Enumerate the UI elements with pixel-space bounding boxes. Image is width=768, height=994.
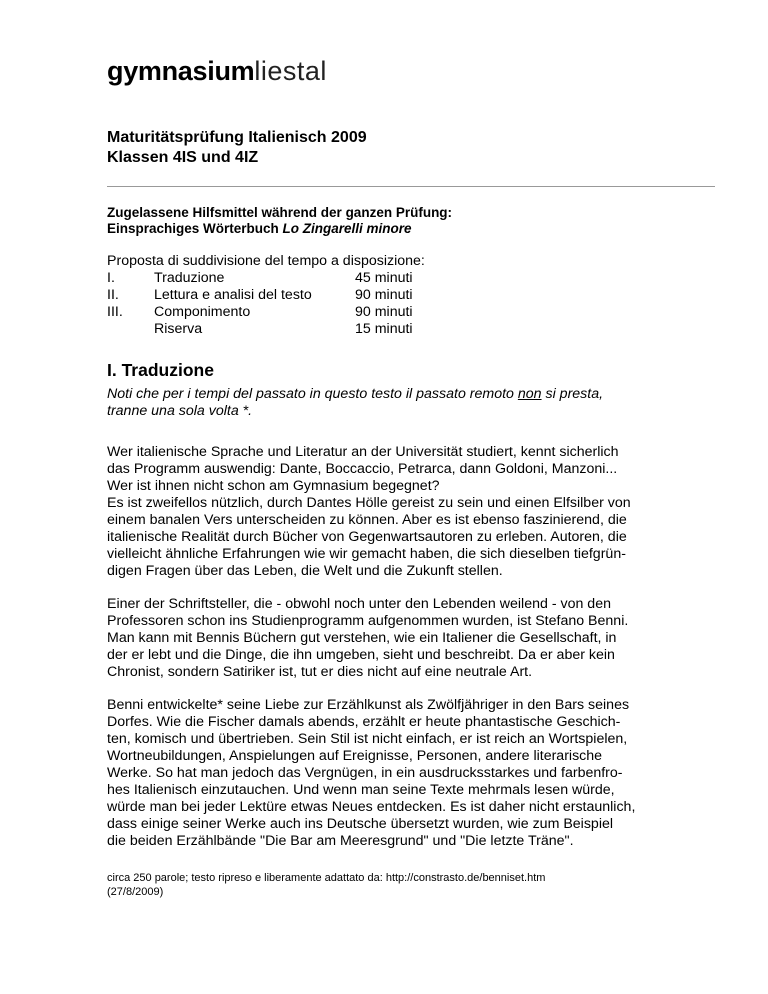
paragraph-line: Man kann mit Bennis Büchern gut verstehen, wie ein Italiener die Gesellschaft, in	[107, 630, 617, 646]
schedule-time: 45 minuti	[355, 270, 413, 286]
paragraph-line: Wortneubildungen, Anspielungen auf Ereignisse, Personen, andere literarische	[107, 748, 603, 764]
schedule-row	[107, 287, 425, 304]
schedule-label: Traduzione	[154, 270, 225, 286]
source-citation	[107, 871, 545, 899]
translation-note-line1	[107, 386, 603, 403]
paragraph-line: Professoren schon ins Studienprogramm aufgenommen wurden, ist Stefano Benni.	[107, 613, 629, 629]
paragraph-line: würde man bei jeder Lektüre etwas Neues entdecken. Es ist daher nicht erstaunlich,	[107, 799, 636, 815]
exam-title-line1: Maturitätsprüfung Italienisch 2009	[107, 129, 367, 146]
schedule-row	[107, 304, 425, 321]
translation-note-line2: tranne una sola volta *.	[107, 403, 253, 419]
source-citation-line2: (27/8/2009)	[107, 886, 164, 898]
schedule-time: 15 minuti	[355, 321, 413, 337]
allowed-aids	[107, 205, 452, 237]
paragraph-3	[107, 697, 635, 850]
paragraph-line: Es ist zweifellos nützlich, durch Dantes Hölle gereist zu sein und einen Elfsilber von	[107, 495, 631, 511]
schedule-number: III.	[107, 304, 123, 320]
schedule-row	[107, 321, 425, 338]
allowed-aids-line2	[107, 221, 452, 237]
exam-title	[107, 128, 367, 168]
schedule-time: 90 minuti	[355, 287, 413, 303]
logo-light-text: liestal	[254, 56, 327, 86]
paragraph-line: Dorfes. Wie die Fischer damals abends, erzählt er heute phantastische Geschich-	[107, 714, 621, 730]
time-schedule	[107, 253, 425, 338]
dictionary-title: Lo Zingarelli minore	[282, 221, 412, 236]
paragraph-line: italienische Realität durch Bücher von Gegenwartsautoren zu erleben. Autoren, die	[107, 529, 627, 545]
paragraph-1	[107, 444, 631, 580]
allowed-aids-prefix: Einsprachiges Wörterbuch	[107, 221, 283, 236]
allowed-aids-line1: Zugelassene Hilfsmittel während der ganzen Prüfung:	[107, 205, 453, 220]
source-citation-line1: circa 250 parole; testo ripreso e liberamente adattato da: http://constrasto.de/benniset.htm	[107, 872, 546, 884]
paragraph-line: digen Fragen über das Leben, die Welt und die Zukunft stellen.	[107, 563, 503, 579]
paragraph-line: ten, komisch und übertrieben. Sein Stil ist nicht einfach, er ist reich an Wortspielen,	[107, 731, 628, 747]
paragraph-2	[107, 596, 628, 681]
paragraph-line: Wer italienische Sprache und Literatur an der Universität studiert, kennt sicherlich	[107, 444, 619, 460]
note-text-a: Noti che per i tempi del passato in questo testo il passato remoto	[107, 386, 518, 402]
schedule-label: Lettura e analisi del testo	[154, 287, 312, 303]
paragraph-line: vielleicht ähnliche Erfahrungen wie wir gemacht haben, die sich dieselben tiefgrün-	[107, 546, 626, 562]
paragraph-line: Einer der Schriftsteller, die - obwohl noch unter den Lebenden weilend - von den	[107, 596, 611, 612]
schedule-label: Componimento	[154, 304, 251, 320]
paragraph-line: hes Italienisch einzutauchen. Und wenn man seine Texte mehrmals lesen würde,	[107, 782, 615, 798]
paragraph-line: einem banalen Vers unterscheiden zu können. Aber es ist ebenso faszinierend, die	[107, 512, 627, 528]
schedule-label: Riserva	[154, 321, 203, 337]
header-divider	[107, 186, 715, 187]
section-heading: I. Traduzione	[107, 360, 214, 380]
schedule-time: 90 minuti	[355, 304, 413, 320]
schedule-number: I.	[107, 270, 115, 286]
paragraph-line: Chronist, sondern Satiriker ist, tut er dies nicht auf eine neutrale Art.	[107, 664, 533, 680]
paragraph-line: Wer ist ihnen nicht schon am Gymnasium begegnet?	[107, 478, 440, 494]
paragraph-line: Benni entwickelte* seine Liebe zur Erzählkunst als Zwölfjähriger in den Bars seines	[107, 697, 630, 713]
exam-title-line2: Klassen 4IS und 4IZ	[107, 149, 259, 166]
paragraph-line: dass einige seiner Werke auch ins Deutsche übersetzt wurden, wie zum Beispiel	[107, 816, 614, 832]
school-logo	[107, 56, 327, 86]
schedule-row	[107, 270, 425, 287]
translation-note	[107, 386, 603, 420]
paragraph-line: das Programm auswendig: Dante, Boccaccio, Petrarca, dann Goldoni, Manzoni...	[107, 461, 618, 477]
time-schedule-heading: Proposta di suddivisione del tempo a disposizione:	[107, 253, 425, 269]
note-text-b: si presta,	[541, 386, 604, 402]
schedule-number: II.	[107, 287, 119, 303]
paragraph-line: die beiden Erzählbände "Die Bar am Meeresgrund" und "Die letzte Träne".	[107, 833, 574, 849]
logo-bold-text: gymnasium	[107, 56, 255, 86]
paragraph-line: der er lebt und die Dinge, die ihn umgeben, sieht und beschreibt. Da er aber kein	[107, 647, 615, 663]
note-underlined-word: non	[517, 386, 542, 402]
paragraph-line: Werke. So hat man jedoch das Vergnügen, in ein ausdrucksstarkes und farbenfro-	[107, 765, 623, 781]
